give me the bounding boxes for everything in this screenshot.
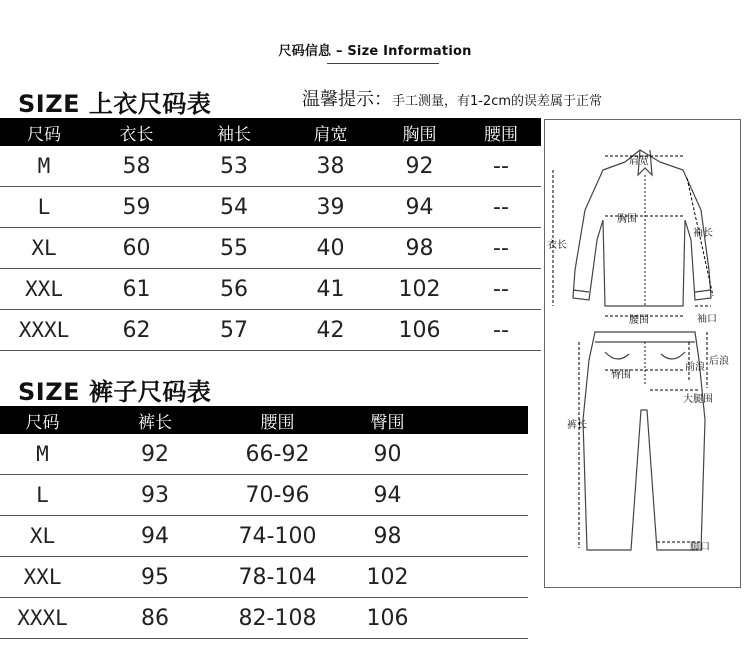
label-pants-length: 裤长 (567, 420, 587, 431)
table-row (0, 146, 541, 187)
size-cell: XXXL (0, 310, 88, 351)
pants-length-cell: 92 (85, 434, 225, 475)
table-row (0, 434, 528, 475)
waist-cell: -- (461, 310, 541, 351)
chest-cell: 102 (378, 269, 461, 310)
pants-length-cell: 94 (85, 516, 225, 557)
chest-cell: 106 (378, 310, 461, 351)
pants-length-cell: 86 (85, 598, 225, 639)
col-chest: 胸围 (378, 118, 461, 146)
tops-header-row (0, 118, 541, 146)
hip-cell: 90 (330, 434, 445, 475)
pants-header-row (0, 406, 528, 434)
hip-cell: 98 (330, 516, 445, 557)
hip-cell: 94 (330, 475, 445, 516)
table-row (0, 516, 528, 557)
label-shoulder: 肩宽 (629, 156, 649, 167)
col-waist: 腰围 (225, 406, 330, 434)
table-row (0, 475, 528, 516)
empty-cell (445, 598, 528, 639)
chest-cell: 92 (378, 146, 461, 187)
length-cell: 61 (88, 269, 185, 310)
shoulder-cell: 38 (283, 146, 378, 187)
tops-section-title: SIZE 上衣尺码表 (18, 90, 212, 118)
size-cell: XXL (0, 557, 85, 598)
col-size: 尺码 (0, 118, 88, 146)
shoulder-cell: 42 (283, 310, 378, 351)
length-cell: 60 (88, 228, 185, 269)
shoulder-cell: 41 (283, 269, 378, 310)
sleeve-cell: 56 (185, 269, 283, 310)
col-length: 衣长 (88, 118, 185, 146)
size-cell: XXXL (0, 598, 85, 639)
size-cell: L (0, 475, 85, 516)
waist-cell: 78-104 (225, 557, 330, 598)
measurement-diagram (544, 119, 741, 588)
sleeve-cell: 53 (185, 146, 283, 187)
size-cell: M (0, 434, 85, 475)
tip-prefix: 温馨提示： (302, 89, 392, 110)
label-waist: 腰围 (629, 315, 649, 326)
empty-cell (445, 434, 528, 475)
label-length: 衣长 (547, 240, 567, 251)
tops-size-table (0, 118, 541, 351)
size-cell: XXL (0, 269, 88, 310)
chest-cell: 98 (378, 228, 461, 269)
tip-text: 手工测量，有1-2cm的误差属于正常 (392, 94, 603, 109)
waist-cell: 82-108 (225, 598, 330, 639)
header-underline (327, 63, 439, 64)
label-front-rise: 前浪 (685, 362, 705, 373)
pants-section-title: SIZE 裤子尺码表 (18, 378, 212, 406)
waist-cell: -- (461, 269, 541, 310)
label-thigh: 大腿围 (683, 394, 713, 405)
col-shoulder: 肩宽 (283, 118, 378, 146)
sleeve-cell: 57 (185, 310, 283, 351)
label-hem: 脚口 (690, 542, 710, 553)
label-cuff: 袖口 (697, 314, 717, 325)
measurement-tip (302, 85, 602, 111)
col-waist: 腰围 (461, 118, 541, 146)
waist-cell: -- (461, 228, 541, 269)
label-hip: 臀围 (611, 370, 631, 381)
chest-cell: 94 (378, 187, 461, 228)
label-back-rise: 后浪 (709, 356, 729, 367)
col-hip: 臀围 (330, 406, 445, 434)
sleeve-cell: 55 (185, 228, 283, 269)
length-cell: 59 (88, 187, 185, 228)
shoulder-cell: 40 (283, 228, 378, 269)
col-size: 尺码 (0, 406, 85, 434)
size-cell: L (0, 187, 88, 228)
pants-length-cell: 93 (85, 475, 225, 516)
table-row (0, 187, 541, 228)
label-chest: 胸围 (617, 214, 637, 225)
waist-cell: -- (461, 187, 541, 228)
label-sleeve: 袖长 (693, 228, 713, 239)
page-header-title: 尺码信息 – Size Information (278, 44, 472, 59)
table-row (0, 557, 528, 598)
pants-size-table (0, 406, 528, 639)
waist-cell: 70-96 (225, 475, 330, 516)
length-cell: 62 (88, 310, 185, 351)
length-cell: 58 (88, 146, 185, 187)
size-cell: M (0, 146, 88, 187)
table-row (0, 228, 541, 269)
col-empty (445, 406, 528, 434)
empty-cell (445, 557, 528, 598)
col-sleeve: 袖长 (185, 118, 283, 146)
pants-length-cell: 95 (85, 557, 225, 598)
empty-cell (445, 475, 528, 516)
waist-cell: 74-100 (225, 516, 330, 557)
shoulder-cell: 39 (283, 187, 378, 228)
col-pants-length: 裤长 (85, 406, 225, 434)
empty-cell (445, 516, 528, 557)
size-cell: XL (0, 228, 88, 269)
hip-cell: 106 (330, 598, 445, 639)
hip-cell: 102 (330, 557, 445, 598)
table-row (0, 310, 541, 351)
size-cell: XL (0, 516, 85, 557)
table-row (0, 598, 528, 639)
table-row (0, 269, 541, 310)
sleeve-cell: 54 (185, 187, 283, 228)
waist-cell: -- (461, 146, 541, 187)
waist-cell: 66-92 (225, 434, 330, 475)
